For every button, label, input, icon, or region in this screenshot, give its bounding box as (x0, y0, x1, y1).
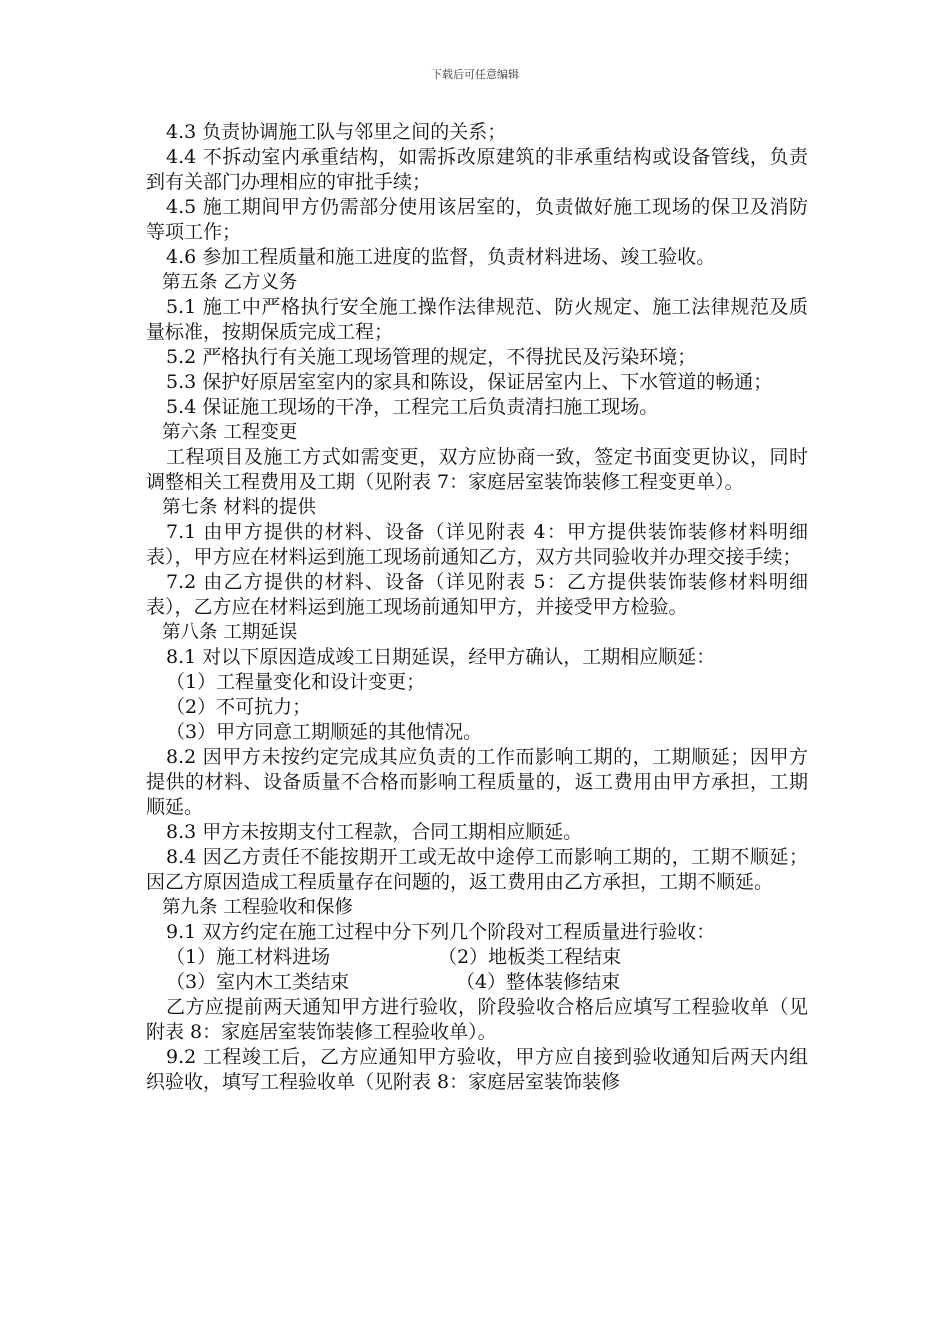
clause-9-2: 9.2 工程竣工后，乙方应通知甲方验收，甲方应自接到验收通知后两天内组织验收，填写工程验收单（见附表 8：家庭居室装饰装修 (146, 1046, 808, 1093)
stage-2: （2）地板类工程结束 (438, 946, 622, 968)
clause-7-2: 7.2 由乙方提供的材料、设备（详见附表 5：乙方提供装饰装修材料明细表），乙方应在材料运到施工现场前通知甲方，并接受甲方检验。 (146, 571, 808, 618)
stage-3: （3）室内木工类结束 (166, 971, 350, 993)
clause-5-1: 5.1 施工中严格执行安全施工操作法律规范、防火规定、施工法律规范及质量标准，按期保质完成工程； (146, 296, 808, 343)
clause-4-4: 4.4 不拆动室内承重结构，如需拆改原建筑的非承重结构或设备管线，负责到有关部门办理相应的审批手续； (146, 146, 808, 193)
article-8-heading: 第八条 工期延误 (162, 622, 298, 643)
stage-row-1 (146, 945, 808, 970)
clause-8-3: 8.3 甲方未按期支付工程款，合同工期相应顺延。 (166, 821, 583, 843)
clause-6: 工程项目及施工方式如需变更，双方应协商一致，签定书面变更协议，同时调整相关工程费用及工期（见附表 7：家庭居室装饰装修工程变更单）。 (146, 446, 808, 493)
document-body (146, 120, 808, 1095)
clause-5-3: 5.3 保护好原居室室内的家具和陈设，保证居室内上、下水管道的畅通； (166, 371, 773, 393)
clause-8-2: 8.2 因甲方未按约定完成其应负责的工作而影响工期的，工期顺延；因甲方提供的材料、设备质量不合格而影响工程质量的，返工费用由甲方承担，工期顺延。 (146, 746, 808, 818)
stage-row-2 (146, 970, 808, 995)
article-9-heading: 第九条 工程验收和保修 (162, 897, 353, 918)
clause-5-2: 5.2 严格执行有关施工现场管理的规定，不得扰民及污染环境； (166, 346, 697, 368)
article-6-heading: 第六条 工程变更 (162, 422, 298, 443)
clause-8-4: 8.4 因乙方责任不能按期开工或无故中途停工而影响工期的，工期不顺延；因乙方原因造成工程质量存在问题的，返工费用由乙方承担，工期不顺延。 (146, 846, 808, 893)
clause-5-4: 5.4 保证施工现场的干净，工程完工后负责清扫施工现场。 (166, 396, 659, 418)
clause-9-1: 9.1 双方约定在施工过程中分下列几个阶段对工程质量进行验收： (166, 921, 716, 943)
clause-4-3: 4.3 负责协调施工队与邻里之间的关系； (166, 121, 507, 143)
stage-1: （1）施工材料进场 (166, 946, 331, 968)
clause-4-6: 4.6 参加工程质量和施工进度的监督，负责材料进场、竣工验收。 (166, 246, 716, 268)
article-7-heading: 第七条 材料的提供 (162, 497, 316, 518)
page-header: 下载后可任意编辑 (431, 68, 519, 81)
clause-8-1-item-3: （3）甲方同意工期顺延的其他情况。 (166, 721, 483, 743)
clause-8-1-item-1: （1）工程量变化和设计变更； (166, 671, 426, 693)
clause-9-1-note: 乙方应提前两天通知甲方进行验收，阶段验收合格后应填写工程验收单（见附表 8：家庭居室装饰装修工程验收单）。 (146, 996, 808, 1043)
article-5-heading: 第五条 乙方义务 (162, 272, 298, 293)
clause-7-1: 7.1 由甲方提供的材料、设备（详见附表 4：甲方提供装饰装修材料明细表），甲方应在材料运到施工现场前通知乙方，双方共同验收并办理交接手续； (146, 521, 808, 568)
clause-4-5: 4.5 施工期间甲方仍需部分使用该居室的，负责做好施工现场的保卫及消防等项工作； (146, 196, 808, 243)
clause-8-1: 8.1 对以下原因造成竣工日期延误，经甲方确认，工期相应顺延： (166, 646, 716, 668)
stage-4: （4）整体装修结束 (456, 971, 621, 993)
clause-8-1-item-2: （2）不可抗力； (166, 696, 312, 718)
